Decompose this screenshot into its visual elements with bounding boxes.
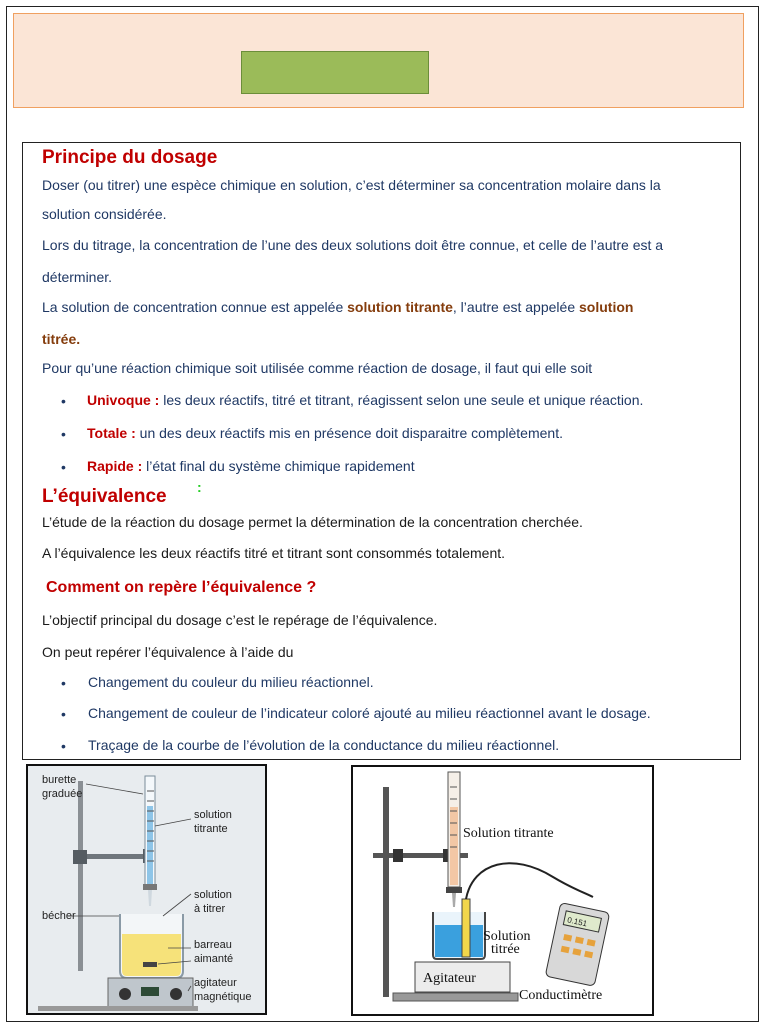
section-title-principe: Principe du dosage <box>42 147 218 168</box>
paragraph-solution-titrante: La solution de concentration connue est appelée solution titrante, l’autre est appelée solution <box>42 299 634 315</box>
paragraph-line: On peut repérer l’équivalence à l’aide du <box>42 644 294 660</box>
magnetic-bar <box>143 962 157 967</box>
method-item: Traçage de la courbe de l’évolution de la conductance du milieu réactionnel. <box>88 737 560 753</box>
condition-univoque: Univoque : les deux réactifs, titré et titrant, réagissent selon une seule et unique réaction. <box>87 392 644 408</box>
label-burette: burette <box>42 774 77 786</box>
titration-illustration <box>28 766 265 1013</box>
bullet-dot: • <box>61 675 66 691</box>
label-agitateur: agitateur <box>194 977 237 989</box>
bullet-dot: • <box>61 738 66 754</box>
section-title-reperage: Comment on repère l’équivalence ? <box>46 579 317 596</box>
content-frame <box>22 142 741 760</box>
method-item: Changement de couleur de l’indicateur coloré ajouté au milieu réactionnel avant le dosage. <box>88 705 651 721</box>
paragraph-line: Pour qu’une réaction chimique soit utilisée comme réaction de dosage, il faut qui elle soit <box>42 360 593 376</box>
paragraph-line: L’objectif principal du dosage c’est le repérage de l’équivalence. <box>42 612 438 628</box>
bullet-dot: • <box>61 393 66 409</box>
label-solution-titrante-1: solution <box>194 809 232 821</box>
condition-totale: Totale : un des deux réactifs mis en présence doit disparaitre complètement. <box>87 425 563 441</box>
stand-rod <box>383 787 389 997</box>
label-agitateur: Agitateur <box>423 971 476 986</box>
stray-colon: : <box>197 479 202 495</box>
bullet-dot: • <box>61 706 66 722</box>
figure-conductimetric-setup <box>351 765 654 1016</box>
label-solution-titree-1: Solution <box>483 929 531 944</box>
paragraph-line: déterminer. <box>42 269 113 285</box>
label-magnetique: magnétique <box>194 991 252 1003</box>
label-conductimetre: Conductimètre <box>519 988 603 1003</box>
bullet-dot: • <box>61 426 66 442</box>
term-titree: titrée. <box>42 331 81 347</box>
conductivity-probe <box>462 899 470 957</box>
bullet-dot: • <box>61 459 66 475</box>
label-becher: bécher <box>42 910 76 922</box>
paragraph-line: Doser (ou titrer) une espèce chimique en solution, c’est déterminer sa concentration molaire dans la <box>42 177 661 193</box>
figure-titration-setup <box>26 764 267 1015</box>
paragraph-line: solution considérée. <box>42 206 167 222</box>
label-solution-titree-2: titrée <box>491 942 520 957</box>
paragraph-line: L’étude de la réaction du dosage permet la détermination de la concentration cherchée. <box>42 514 583 530</box>
method-item: Changement du couleur du milieu réactionnel. <box>88 674 374 690</box>
conductimetre-display: 0.151 <box>566 915 588 929</box>
section-title-equivalence: L’équivalence <box>42 486 167 507</box>
term-solution-titree: solution <box>579 299 634 315</box>
condition-rapide: Rapide : l’état final du système chimique rapidement <box>87 458 415 474</box>
label-solution-a-titrer-1: solution <box>194 889 232 901</box>
stand-rod <box>78 781 83 971</box>
paragraph-line: Lors du titrage, la concentration de l’une des deux solutions doit être connue, et celle de l’autre est a <box>42 237 664 253</box>
clamp-arm <box>78 854 148 859</box>
paragraph-line: A l’équivalence les deux réactifs titré et titrant sont consommés totalement. <box>42 545 506 561</box>
label-aimante: aimanté <box>194 953 234 965</box>
conductimetry-illustration <box>353 767 652 1014</box>
label-barreau: barreau <box>194 939 232 951</box>
label-solution-titrante-2: titrante <box>194 823 228 835</box>
header-title-box <box>241 51 429 94</box>
label-graduee: graduée <box>42 788 83 800</box>
term-solution-titrante: solution titrante <box>347 299 453 315</box>
label-solution-a-titrer-2: à titrer <box>194 903 226 915</box>
label-solution-titrante: Solution titrante <box>463 826 554 841</box>
